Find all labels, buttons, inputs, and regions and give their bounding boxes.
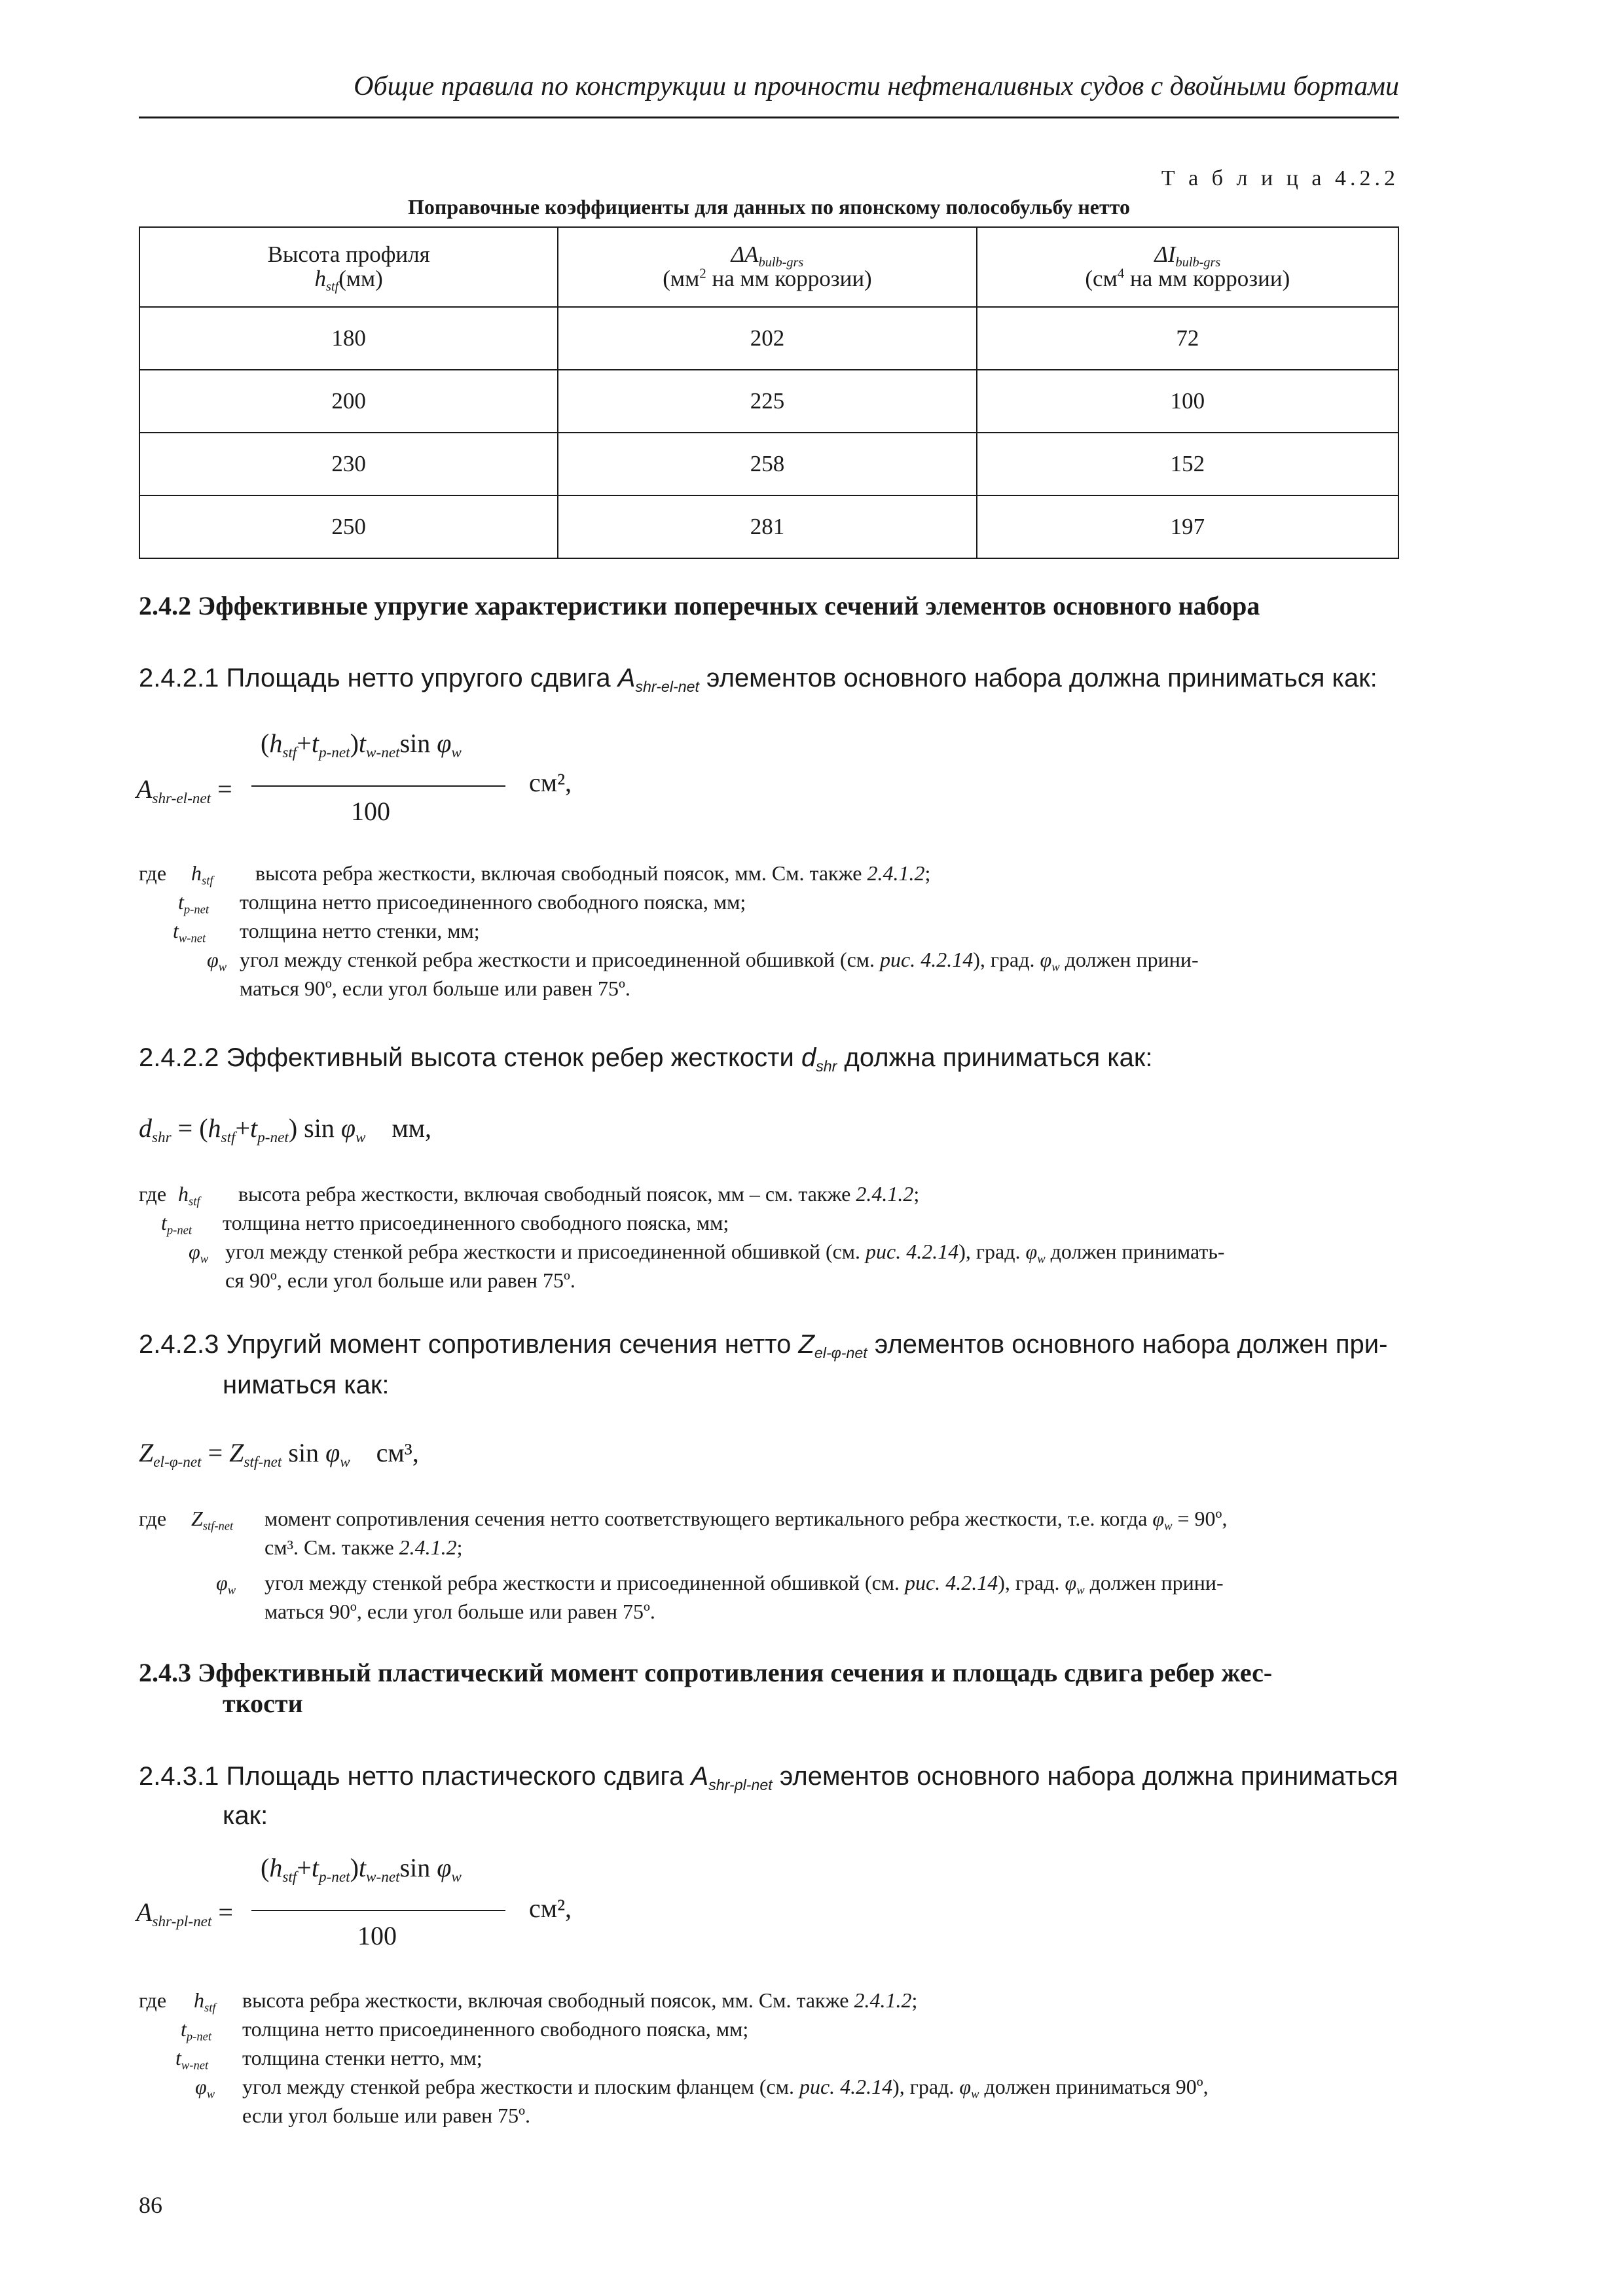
formula-2: $d_{shr} = (h_{stf}+t_{p-net})$ $\sin \varphi_w$ мм, bbox=[139, 1113, 432, 1147]
formula-lhs: $A_{shr-el-net}$ = bbox=[136, 774, 232, 808]
where-block-2: где $h_{stf}$ высота ребра жесткости, включая свободный поясок, мм – см. также 2.4.1.2; $t_{p-net}$ толщина нетто присоединенного свободного пояска, мм; $\varphi_w$ угол между стенкой ребра жесткости и присоединенной обшивкой (см. рис. 4.2.14), град. $\varphi_w$ должен принимать- ся 90º, если угол больше или равен 75º. bbox=[139, 1182, 1225, 1292]
correction-table bbox=[139, 226, 1399, 559]
table-cell: 72 bbox=[977, 307, 1398, 370]
table-cell: 200 bbox=[139, 370, 558, 433]
table-row bbox=[139, 433, 1398, 495]
formula-unit: см², bbox=[529, 1893, 572, 1923]
where-block-4: где $h_{stf}$ высота ребра жесткости, включая свободный поясок, мм. См. также 2.4.1.2; $t_{p-net}$ толщина нетто присоединенного свободного пояска, мм; $t_{w-net}$ толщина стенки нетто, мм; $\varphi_w$ угол между стенкой ребра жесткости и плоским фланцем (см. рис. 4.2.14), град. $\varphi_w$ должен приниматься 90º, если угол больше или равен 75º. bbox=[139, 1988, 1209, 2127]
table-header-row bbox=[139, 227, 1398, 307]
col-header-area: $\Delta A_{bulb-grs}$ ($мм^2$ на мм коррозии) bbox=[558, 227, 976, 307]
paragraph-2-4-3-1-cont: как: bbox=[223, 1801, 268, 1830]
table-row bbox=[139, 307, 1398, 370]
formula-denominator: 100 bbox=[351, 797, 390, 826]
table-cell: 230 bbox=[139, 433, 558, 495]
running-header: Общие правила по конструкции и прочности нефтеналивных судов с двойными бортами bbox=[354, 71, 1399, 101]
formula-numerator: $(h_{stf}+t_{p-net})t_{w-net}\sin$ $\varphi_w$ bbox=[261, 1853, 462, 1886]
table-cell: 202 bbox=[558, 307, 976, 370]
header-rule bbox=[139, 117, 1399, 118]
paragraph-2-4-2-3-cont: ниматься как: bbox=[223, 1371, 390, 1399]
fraction-line bbox=[251, 1910, 505, 1911]
paragraph-2-4-2-3: 2.4.2.3 Упругий момент сопротивления сечения нетто $Z_{el-\varphi-net}$ элементов основного набора должен при- bbox=[139, 1330, 1388, 1362]
table-caption: Т а б л и ц а 4.2.2 bbox=[1161, 166, 1399, 190]
paragraph-2-4-2-2: 2.4.2.2 Эффективный высота стенок ребер жесткости $d_{shr}$ должна приниматься как: bbox=[139, 1043, 1153, 1075]
paragraph-2-4-2-1: 2.4.2.1 Площадь нетто упругого сдвига $A_{shr-el-net}$ элементов основного набора должна приниматься как: bbox=[139, 664, 1377, 696]
table-cell: 197 bbox=[977, 495, 1398, 558]
table-row bbox=[139, 495, 1398, 558]
col-header-height: Высота профиля $h_{stf}(мм)$ bbox=[139, 227, 558, 307]
table-cell: 100 bbox=[977, 370, 1398, 433]
table-cell: 258 bbox=[558, 433, 976, 495]
section-heading-2-4-2: 2.4.2 Эффективные упругие характеристики поперечных сечений элементов основного набора bbox=[139, 591, 1260, 620]
fraction-line bbox=[251, 785, 505, 787]
col-header-inertia: $\Delta I_{bulb-grs}$ ($см^4$ на мм коррозии) bbox=[977, 227, 1398, 307]
table-row bbox=[139, 370, 1398, 433]
table-cell: 152 bbox=[977, 433, 1398, 495]
table-cell: 281 bbox=[558, 495, 976, 558]
formula-3: $Z_{el-\varphi-net} = Z_{stf-net}$ $\sin \varphi_w$ см³, bbox=[139, 1438, 419, 1471]
table-cell: 250 bbox=[139, 495, 558, 558]
formula-numerator: $(h_{stf}+t_{p-net})t_{w-net}\sin$ $\varphi_w$ bbox=[261, 728, 462, 762]
where-block-1: где $h_{stf}$ высота ребра жесткости, включая свободный поясок, мм. См. также 2.4.1.2; $t_{p-net}$ толщина нетто присоединенного свободного пояска, мм; $t_{w-net}$ толщина нетто стенки, мм; $\varphi_w$ угол между стенкой ребра жесткости и присоединенной обшивкой (см. рис. 4.2.14), град. $\varphi_w$ должен прини- маться 90º, если угол больше или равен 75º. bbox=[139, 861, 1199, 1000]
table-cell: 225 bbox=[558, 370, 976, 433]
paragraph-2-4-3-1: 2.4.3.1 Площадь нетто пластического сдвига $A_{shr-pl-net}$ элементов основного набора должна приниматься bbox=[139, 1762, 1398, 1794]
formula-unit: см², bbox=[529, 768, 572, 797]
table-cell: 180 bbox=[139, 307, 558, 370]
table-title: Поправочные коэффициенты для данных по японскому полособульбу нетто bbox=[407, 195, 1130, 219]
section-heading-2-4-3: 2.4.3 Эффективный пластический момент сопротивления сечения и площадь сдвига ребер жес- ткости bbox=[139, 1658, 1273, 1718]
where-block-3: где $Z_{stf-net}$ момент сопротивления сечения нетто соответствующего вертикального ребра жесткости, т.е. когда $\varphi_w$ = 90º, см³. См. также 2.4.1.2; $\varphi_w$ угол между стенкой ребра жесткости и присоединенной обшивкой (см. рис. 4.2.14), град. $\varphi_w$ должен прини- маться 90º, если угол больше или равен 75º. bbox=[139, 1507, 1228, 1623]
formula-lhs: $A_{shr-pl-net}$ = bbox=[136, 1897, 233, 1931]
page-number: 86 bbox=[139, 2192, 162, 2218]
formula-denominator: 100 bbox=[357, 1921, 397, 1950]
